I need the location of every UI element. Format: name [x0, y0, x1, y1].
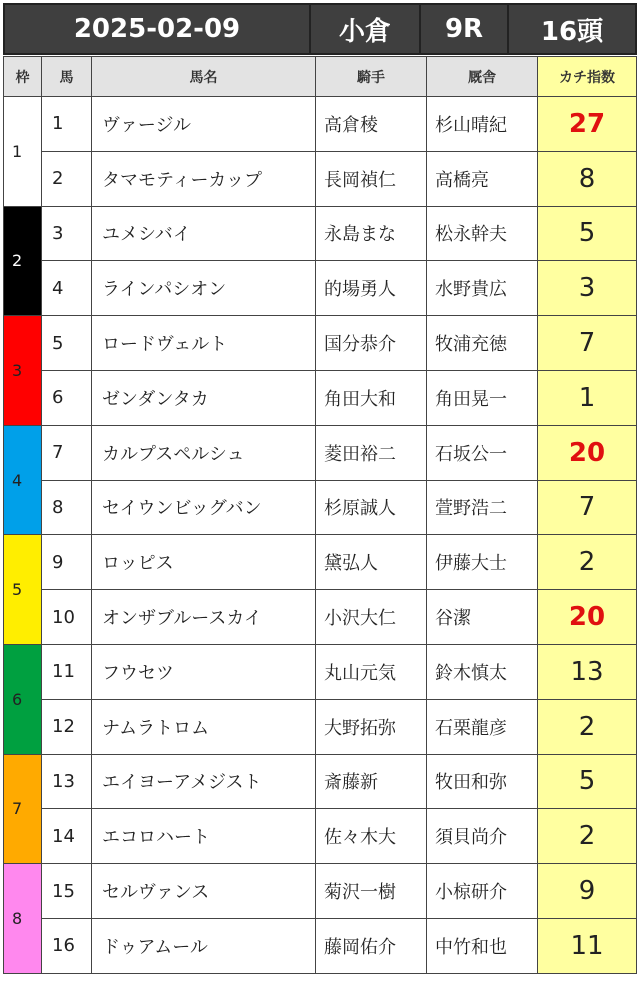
- table-row: [4, 590, 637, 645]
- trainer-name: 鈴木慎太: [427, 644, 538, 699]
- horse-name: ゼンダンタカ: [92, 370, 316, 425]
- table-row: [4, 535, 637, 590]
- horse-number: 4: [42, 261, 92, 316]
- race-date: 2025-02-09: [5, 5, 311, 53]
- kachi-score: 7: [538, 480, 637, 535]
- waku-cell: 6: [4, 644, 42, 754]
- trainer-name: 松永幹夫: [427, 206, 538, 261]
- horse-number: 7: [42, 425, 92, 480]
- table-row: [4, 261, 637, 316]
- col-header-waku: 枠: [4, 57, 42, 97]
- waku-cell: 7: [4, 754, 42, 864]
- kachi-score: 2: [538, 699, 637, 754]
- table-row: [4, 206, 637, 261]
- table-row: [4, 918, 637, 973]
- kachi-score: 2: [538, 809, 637, 864]
- trainer-name: 谷潔: [427, 590, 538, 645]
- horse-name: ロッピス: [92, 535, 316, 590]
- runner-count: 16頭: [540, 16, 604, 47]
- table-row: [4, 97, 637, 152]
- horse-name: ロードヴェルト: [92, 316, 316, 371]
- entries-table: [3, 56, 637, 974]
- jockey-name: 菱田裕二: [316, 425, 427, 480]
- jockey-name: 小沢大仁: [316, 590, 427, 645]
- race-venue: 小倉: [311, 5, 421, 53]
- kachi-score: 13: [538, 644, 637, 699]
- jockey-name: 的場勇人: [316, 261, 427, 316]
- horse-number: 16: [42, 918, 92, 973]
- horse-name: フウセツ: [92, 644, 316, 699]
- kachi-score: 3: [538, 261, 637, 316]
- trainer-name: 高橋亮: [427, 151, 538, 206]
- horse-name: ドゥアムール: [92, 918, 316, 973]
- jockey-name: 大野拓弥: [316, 699, 427, 754]
- horse-name: タマモティーカップ: [92, 151, 316, 206]
- kachi-score: 2: [538, 535, 637, 590]
- jockey-name: 長岡禎仁: [316, 151, 427, 206]
- horse-name: カルプスペルシュ: [92, 425, 316, 480]
- table-row: [4, 809, 637, 864]
- waku-cell: 2: [4, 206, 42, 316]
- table-row: [4, 754, 637, 809]
- horse-number: 1: [42, 97, 92, 152]
- table-row: [4, 480, 637, 535]
- trainer-name: 伊藤大士: [427, 535, 538, 590]
- kachi-score: 9: [538, 864, 637, 919]
- jockey-name: 杉原誠人: [316, 480, 427, 535]
- horse-name: セルヴァンス: [92, 864, 316, 919]
- horse-name: ナムラトロム: [92, 699, 316, 754]
- horse-number: 12: [42, 699, 92, 754]
- trainer-name: 萱野浩二: [427, 480, 538, 535]
- horse-name: ラインパシオン: [92, 261, 316, 316]
- kachi-score: 20: [538, 425, 637, 480]
- trainer-name: 石栗龍彦: [427, 699, 538, 754]
- race-header: [3, 3, 637, 55]
- trainer-name: 牧浦充徳: [427, 316, 538, 371]
- trainer-name: 須貝尚介: [427, 809, 538, 864]
- kachi-score: 1: [538, 370, 637, 425]
- table-row: [4, 644, 637, 699]
- trainer-name: 小椋研介: [427, 864, 538, 919]
- jockey-name: 斎藤新: [316, 754, 427, 809]
- waku-cell: 8: [4, 864, 42, 974]
- horse-name: オンザブルースカイ: [92, 590, 316, 645]
- jockey-name: 永島まな: [316, 206, 427, 261]
- horse-name: ヴァージル: [92, 97, 316, 152]
- waku-cell: 5: [4, 535, 42, 645]
- jockey-name: 国分恭介: [316, 316, 427, 371]
- jockey-name: 黛弘人: [316, 535, 427, 590]
- horse-name: エコロハート: [92, 809, 316, 864]
- col-header-name: 馬名: [92, 57, 316, 97]
- kachi-score: 8: [538, 151, 637, 206]
- waku-cell: 4: [4, 425, 42, 535]
- col-header-uma: 馬: [42, 57, 92, 97]
- horse-number: 8: [42, 480, 92, 535]
- table-row: [4, 370, 637, 425]
- horse-number: 13: [42, 754, 92, 809]
- horse-number: 2: [42, 151, 92, 206]
- kachi-score: 5: [538, 754, 637, 809]
- horse-number: 10: [42, 590, 92, 645]
- jockey-name: 高倉稜: [316, 97, 427, 152]
- horse-number: 11: [42, 644, 92, 699]
- col-header-trainer: 厩舎: [427, 57, 538, 97]
- horse-number: 5: [42, 316, 92, 371]
- trainer-name: 杉山晴紀: [427, 97, 538, 152]
- table-row: [4, 864, 637, 919]
- waku-cell: 1: [4, 97, 42, 207]
- kachi-score: 7: [538, 316, 637, 371]
- trainer-name: 牧田和弥: [427, 754, 538, 809]
- jockey-name: 菊沢一樹: [316, 864, 427, 919]
- jockey-name: 丸山元気: [316, 644, 427, 699]
- kachi-score: 5: [538, 206, 637, 261]
- horse-number: 6: [42, 370, 92, 425]
- waku-cell: 3: [4, 316, 42, 426]
- kachi-score: 20: [538, 590, 637, 645]
- table-row: [4, 425, 637, 480]
- trainer-name: 中竹和也: [427, 918, 538, 973]
- horse-name: ユメシバイ: [92, 206, 316, 261]
- kachi-score: 11: [538, 918, 637, 973]
- trainer-name: 水野貴広: [427, 261, 538, 316]
- table-row: [4, 151, 637, 206]
- horse-name: セイウンビッグバン: [92, 480, 316, 535]
- horse-number: 15: [42, 864, 92, 919]
- horse-name: エイヨーアメジスト: [92, 754, 316, 809]
- jockey-name: 角田大和: [316, 370, 427, 425]
- race-number: 9R: [421, 5, 509, 53]
- table-header-row: [4, 57, 637, 97]
- kachi-score: 27: [538, 97, 637, 152]
- table-row: [4, 699, 637, 754]
- horse-number: 9: [42, 535, 92, 590]
- col-header-jockey: 騎手: [316, 57, 427, 97]
- table-row: [4, 316, 637, 371]
- col-header-score: カチ指数: [538, 57, 637, 97]
- jockey-name: 藤岡佑介: [316, 918, 427, 973]
- trainer-name: 石坂公一: [427, 425, 538, 480]
- horse-number: 14: [42, 809, 92, 864]
- trainer-name: 角田晃一: [427, 370, 538, 425]
- jockey-name: 佐々木大: [316, 809, 427, 864]
- horse-number: 3: [42, 206, 92, 261]
